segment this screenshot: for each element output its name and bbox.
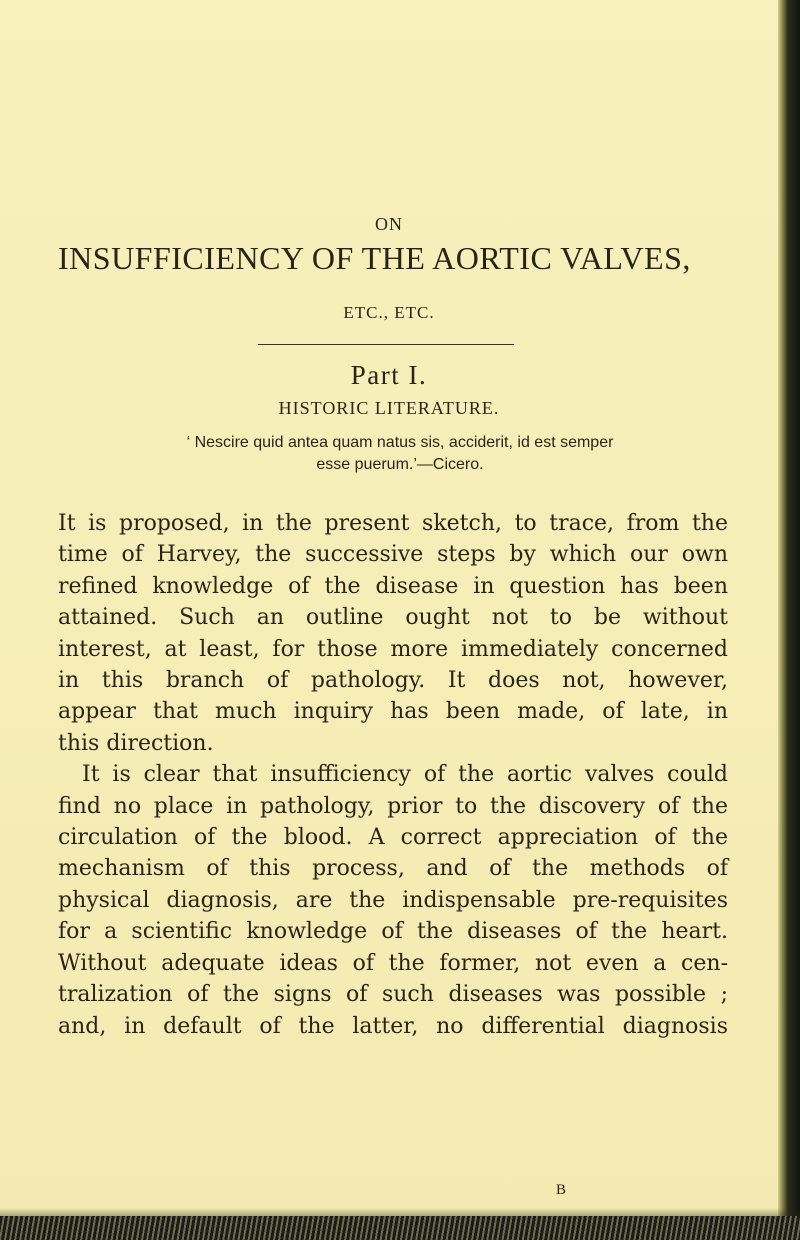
- body-line: circulation of the blood. A correct appreciation of the: [58, 825, 728, 851]
- body-line: mechanism of this process, and of the methods of: [58, 856, 728, 882]
- body-line: physical diagnosis, are the indispensable pre-requisites: [58, 887, 728, 913]
- page-bottom-edge: [0, 1216, 800, 1240]
- epigraph-line: esse puerum.’—Cicero.: [316, 456, 484, 473]
- part-heading: Part I.: [350, 360, 428, 390]
- body-line: attained. Such an outline ought not to be without: [58, 605, 728, 631]
- body-line: and, in default of the latter, no differential diagnosis: [58, 1013, 728, 1039]
- page-subtitle: ETC., ETC.: [343, 303, 435, 322]
- page-title: INSUFFICIENCY OF THE AORTIC VALVES,: [58, 240, 691, 276]
- heading-on: ON: [375, 214, 403, 234]
- body-line: for a scientific knowledge of the diseases of the heart.: [58, 919, 728, 945]
- page-bottom-shadow: [0, 1208, 800, 1216]
- body-line: refined knowledge of the disease in question has been: [58, 573, 728, 599]
- body-line: appear that much inquiry has been made, of late, in: [58, 699, 728, 725]
- body-line: in this branch of pathology. It does not, however,: [58, 668, 728, 694]
- signature-mark: B: [556, 1182, 567, 1198]
- divider-rule: [258, 344, 514, 345]
- body-line: tralization of the signs of such diseases was possible ;: [58, 982, 728, 1008]
- body-line: It is clear that insufficiency of the aortic valves could: [82, 762, 728, 788]
- body-text: [58, 508, 728, 1042]
- epigraph-line: ‘ Nescire quid antea quam natus sis, acciderit, id est semper: [186, 434, 614, 451]
- body-line: find no place in pathology, prior to the discovery of the: [58, 793, 728, 819]
- body-line: this direction.: [58, 730, 214, 756]
- body-line: Without adequate ideas of the former, not even a cen-: [58, 950, 728, 976]
- body-line: time of Harvey, the successive steps by which our own: [58, 542, 728, 568]
- page-binding-edge: [778, 0, 800, 1240]
- body-line: It is proposed, in the present sketch, to trace, from the: [58, 511, 728, 536]
- body-line: interest, at least, for those more immediately concerned: [58, 636, 728, 662]
- epigraph: [90, 432, 710, 476]
- section-heading: HISTORIC LITERATURE.: [278, 398, 500, 418]
